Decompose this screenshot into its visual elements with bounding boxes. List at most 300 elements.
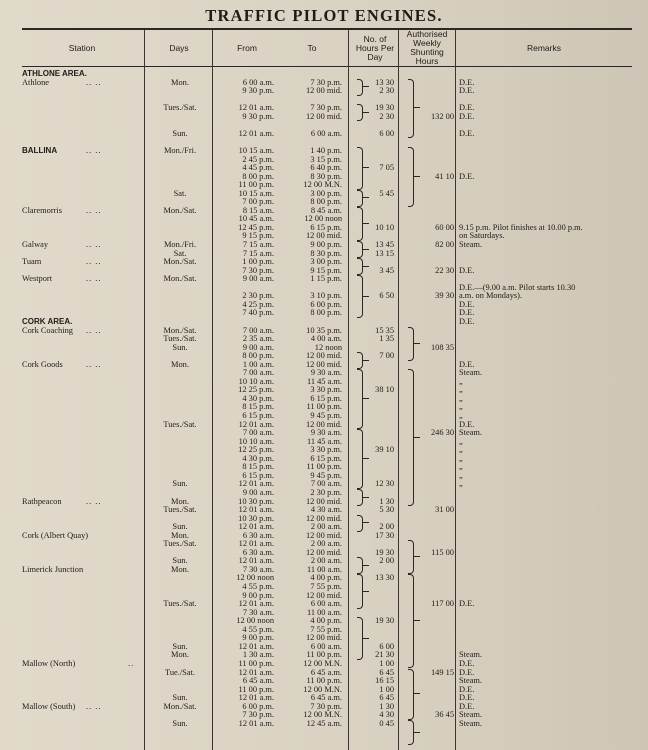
to-time: 6 45 a.m. (310, 693, 342, 703)
brace-tip (363, 591, 369, 592)
days-cell: Mon./Sat. (163, 701, 197, 711)
weekly-hours: 246 30 (430, 428, 454, 438)
weekly-hours: 82 00 (435, 240, 454, 249)
to-time: 12 00 M.N. (303, 180, 342, 190)
hours-per-day: 1 35 (379, 334, 394, 344)
hours-per-day: 19 30 (375, 547, 394, 557)
grouping-brace (357, 147, 363, 190)
to-time: 2 00 a.m. (310, 556, 342, 566)
to-time: 12 00 mid. (305, 359, 342, 369)
to-time: 3 15 p.m. (310, 154, 342, 164)
remarks-cell: D.E. (459, 667, 475, 677)
remarks-cell: „ (459, 479, 463, 489)
from-time: 2 30 p.m. (242, 291, 274, 301)
to-time: 3 00 p.m. (310, 257, 342, 267)
to-time: 12 00 noon (304, 214, 342, 224)
from-time: 12 01 a.m. (238, 128, 274, 138)
to-time: 7 55 p.m. (310, 624, 342, 634)
header-days: Days (169, 42, 189, 53)
grouping-brace (408, 540, 414, 574)
days-cell: Tues./Sat. (163, 505, 197, 515)
from-time: 2 45 p.m. (242, 154, 274, 164)
from-time: 9 00 a.m. (242, 274, 274, 284)
from-time: 8 00 p.m. (242, 171, 274, 181)
days-cell: Mon./Fri. (163, 145, 197, 155)
hours-per-day: 13 15 (375, 248, 394, 258)
from-time: 2 35 a.m. (242, 334, 274, 344)
hours-per-day: 15 35 (375, 325, 394, 335)
remarks-cell: 9.15 p.m. Pilot finishes at 10.00 p.m. (459, 222, 583, 232)
header-to: To (307, 42, 317, 53)
hours-per-day: 0 45 (379, 718, 394, 728)
to-time: 6 00 a.m. (310, 128, 342, 138)
hours-per-day: 21 30 (375, 650, 394, 660)
to-time: 4 30 a.m. (310, 505, 342, 515)
to-time: 8 30 p.m. (310, 248, 342, 258)
brace-tip (363, 112, 369, 113)
to-time: 7 55 p.m. (310, 582, 342, 591)
grouping-brace (408, 369, 414, 506)
hours-per-day: 2 00 (379, 556, 394, 566)
weekly-hours: 132 00 (430, 111, 454, 121)
from-time: 12 01 a.m. (238, 419, 274, 429)
to-time: 6 15 p.m. (310, 222, 342, 232)
days-cell: Mon./Sat. (163, 257, 197, 267)
from-time: 12 01 a.m. (238, 599, 274, 609)
hours-per-day: 6 00 (379, 641, 394, 651)
remarks-cell: Steam. (459, 650, 483, 660)
from-time: 8 15 p.m. (242, 462, 274, 472)
brace-tip (414, 693, 420, 694)
brace-tip (414, 620, 420, 621)
hours-per-day: 13 45 (375, 240, 394, 249)
to-time: 2 30 p.m. (310, 487, 342, 497)
remarks-cell: D.E. (459, 77, 475, 87)
days-cell: Mon. (171, 77, 189, 87)
table-row (0, 719, 648, 728)
header-station: Station (68, 42, 96, 53)
from-time: 11 00 p.m. (238, 684, 274, 694)
remarks-cell: Steam. (459, 240, 483, 249)
grouping-brace (357, 429, 363, 489)
to-time: 12 00 mid. (305, 633, 342, 643)
to-time: 6 40 p.m. (310, 163, 342, 173)
from-time: 1 00 a.m. (242, 359, 274, 369)
to-time: 8 00 p.m. (310, 308, 342, 318)
to-time: 7 00 a.m. (310, 479, 342, 489)
from-time: 7 30 a.m. (242, 607, 274, 617)
from-time: 7 15 a.m. (242, 248, 274, 258)
hours-per-day: 1 00 (379, 658, 394, 668)
grouping-brace (357, 207, 363, 241)
brace-tip (363, 522, 369, 523)
to-time: 11 00 p.m. (306, 650, 342, 660)
from-time: 7 30 p.m. (242, 265, 274, 275)
to-time: 1 40 p.m. (310, 145, 342, 155)
to-time: 6 00 a.m. (310, 641, 342, 651)
hours-per-day: 39 10 (375, 445, 394, 455)
to-time: 3 00 p.m. (310, 188, 342, 198)
days-cell: Mon./Sat. (163, 205, 197, 215)
to-time: 12 00 M.N. (303, 658, 342, 668)
to-time: 12 00 mid. (305, 111, 342, 121)
hours-per-day: 5 45 (379, 188, 394, 198)
hours-per-day: 17 30 (375, 530, 394, 540)
grouping-brace (357, 241, 363, 258)
from-time: 12 01 a.m. (238, 522, 274, 532)
from-time: 12 01 a.m. (238, 667, 274, 677)
from-time: 12 00 noon (236, 573, 274, 583)
from-time: 7 40 p.m. (242, 308, 274, 318)
from-time: 4 25 p.m. (242, 299, 274, 309)
from-time: 4 45 p.m. (242, 163, 274, 173)
from-time: 10 10 a.m. (238, 436, 274, 446)
to-time: 12 00 mid. (305, 351, 342, 361)
hours-per-day: 2 30 (379, 86, 394, 96)
hours-per-day: 4 30 (379, 710, 394, 720)
remarks-cell: D.E. (459, 701, 475, 711)
to-time: 12 00 mid. (305, 419, 342, 429)
remarks-cell: „ (459, 385, 463, 395)
days-cell: Sat. (173, 188, 187, 198)
from-time: 6 15 p.m. (242, 470, 274, 480)
to-time: 12 00 mid. (305, 86, 342, 96)
grouping-brace (357, 79, 363, 96)
remarks-cell: Steam. (459, 718, 483, 728)
days-cell: Sun. (172, 556, 188, 566)
leader-dots: .. .. (86, 240, 102, 249)
to-time: 12 45 a.m. (306, 718, 342, 728)
from-time: 12 01 a.m. (238, 505, 274, 515)
days-cell: Sun. (172, 342, 188, 352)
remarks-cell: on Saturdays. (459, 231, 505, 241)
brace-tip (363, 398, 369, 399)
remarks-cell: D.E. (459, 171, 475, 181)
weekly-hours: 108 35 (430, 342, 454, 352)
station-name: Cork (Albert Quay) (22, 530, 89, 540)
to-time: 6 15 p.m. (310, 393, 342, 403)
from-time: 7 00 a.m. (242, 325, 274, 335)
remarks-cell: a.m. on Mondays). (459, 291, 523, 301)
station-name: Cork Goods (22, 359, 63, 369)
from-time: 7 30 p.m. (242, 710, 274, 720)
days-cell: Sun. (172, 693, 188, 703)
from-time: 6 15 p.m. (242, 411, 274, 420)
station-name: Athlone (22, 77, 49, 87)
grouping-brace (408, 79, 414, 139)
hours-per-day: 7 05 (379, 163, 394, 173)
page-title: TRAFFIC PILOT ENGINES. (205, 6, 443, 25)
to-time: 6 00 p.m. (310, 299, 342, 309)
to-time: 9 30 a.m. (310, 428, 342, 438)
remarks-cell: Steam. (459, 710, 483, 720)
to-time: 11 00 p.m. (306, 402, 342, 412)
header-rule (22, 66, 632, 67)
to-time: 11 45 a.m. (306, 436, 342, 446)
from-time: 12 00 noon (236, 616, 274, 626)
to-time: 9 30 a.m. (310, 368, 342, 378)
hours-per-day: 38 10 (375, 385, 394, 395)
brace-tip (363, 360, 369, 361)
station-name: Tuam (22, 257, 42, 267)
to-time: 8 45 a.m. (310, 205, 342, 215)
days-cell: Sun. (172, 718, 188, 728)
days-cell: Sun. (172, 479, 188, 489)
to-time: 2 00 a.m. (310, 522, 342, 532)
leader-dots: .. .. (86, 205, 102, 215)
remarks-cell: D.E. (459, 693, 475, 703)
from-time: 12 01 a.m. (238, 103, 274, 113)
grouping-brace (408, 327, 414, 361)
remarks-cell: „ (459, 445, 463, 455)
remarks-cell: „ (459, 470, 463, 480)
from-time: 10 10 a.m. (238, 376, 274, 386)
from-time: 9 30 p.m. (242, 86, 274, 96)
to-time: 11 00 p.m. (306, 676, 342, 686)
days-cell: Tues./Sat. (163, 539, 197, 549)
to-time: 12 00 mid. (305, 513, 342, 523)
from-time: 6 00 a.m. (242, 77, 274, 87)
hours-per-day: 13 30 (375, 77, 394, 87)
leader-dots: .. .. (86, 496, 102, 506)
to-time: 1 15 p.m. (310, 274, 342, 284)
from-time: 11 00 p.m. (238, 658, 274, 668)
from-time: 7 00 p.m. (242, 197, 274, 207)
to-time: 3 30 p.m. (310, 445, 342, 455)
remarks-cell: D.E. (459, 316, 475, 326)
from-time: 6 00 p.m. (242, 701, 274, 711)
station-name: Galway (22, 240, 49, 249)
from-time: 10 15 a.m. (238, 188, 274, 198)
grouping-brace (357, 617, 363, 660)
station-name: Claremorris (22, 205, 63, 215)
to-time: 11 00 p.m. (306, 462, 342, 472)
brace-tip (414, 107, 420, 108)
from-time: 8 15 p.m. (242, 402, 274, 412)
remarks-cell: D.E. (459, 265, 475, 275)
leader-dots: .. .. (86, 274, 102, 284)
brace-tip (363, 197, 369, 198)
from-time: 7 00 a.m. (242, 368, 274, 378)
to-time: 7 30 p.m. (310, 103, 342, 113)
from-time: 4 55 p.m. (242, 582, 274, 591)
days-cell: Sun. (172, 641, 188, 651)
remarks-cell: D.E. (459, 86, 475, 96)
days-cell: Sun. (172, 128, 188, 138)
days-cell: Mon. (171, 359, 189, 369)
hours-per-day: 1 30 (379, 701, 394, 711)
header-weekly-hours: Authorised Weekly Shunting Hours (406, 29, 448, 66)
weekly-hours: 149 15 (430, 667, 454, 677)
brace-tip (363, 167, 369, 168)
remarks-cell: D.E. (459, 308, 475, 318)
from-time: 12 01 a.m. (238, 479, 274, 489)
to-time: 12 00 mid. (305, 496, 342, 506)
brace-tip (363, 296, 369, 297)
hours-per-day: 5 30 (379, 505, 394, 515)
days-cell: Tues./Sat. (163, 334, 197, 344)
remarks-cell: D.E. (459, 599, 475, 609)
to-time: 4 00 p.m. (310, 573, 342, 583)
from-time: 6 30 a.m. (242, 547, 274, 557)
grouping-brace (357, 275, 363, 318)
to-time: 11 00 a.m. (306, 564, 342, 574)
from-time: 10 30 p.m. (238, 513, 274, 523)
grouping-brace (357, 352, 363, 369)
brace-tip (363, 638, 369, 639)
remarks-cell: „ (459, 436, 463, 446)
station-name: Cork Coaching (22, 325, 73, 335)
from-time: 12 25 p.m. (238, 385, 274, 395)
from-time: 4 30 p.m. (242, 393, 274, 403)
from-time: 10 15 a.m. (238, 145, 274, 155)
from-time: 1 30 a.m. (242, 650, 274, 660)
brace-tip (414, 343, 420, 344)
remarks-cell: „ (459, 393, 463, 403)
days-cell: Mon./Fri. (163, 240, 197, 249)
days-cell: Sat. (173, 248, 187, 258)
remarks-cell: D.E. (459, 103, 475, 113)
station-name: ATHLONE AREA. (22, 69, 87, 78)
from-time: 8 15 a.m. (242, 205, 274, 215)
leader-dots: .. .. (86, 77, 102, 87)
brace-tip (363, 86, 369, 87)
grouping-brace (408, 669, 414, 720)
from-time: 12 01 a.m. (238, 539, 274, 549)
leader-dots: .. .. (86, 701, 102, 711)
remarks-cell: „ (459, 453, 463, 463)
station-name: Mallow (South) (22, 701, 76, 711)
to-time: 3 30 p.m. (310, 385, 342, 395)
remarks-cell: D.E. (459, 684, 475, 694)
hours-per-day: 6 45 (379, 693, 394, 703)
hours-per-day: 3 45 (379, 265, 394, 275)
to-time: 9 45 p.m. (310, 470, 342, 480)
to-time: 8 00 p.m. (310, 197, 342, 207)
remarks-cell: „ (459, 462, 463, 472)
remarks-cell: D.E.—(9.00 a.m. Pilot starts 10.30 (459, 282, 576, 292)
brace-tip (363, 565, 369, 566)
to-time: 9 15 p.m. (310, 265, 342, 275)
from-time: 12 25 p.m. (238, 445, 274, 455)
station-name: Westport (22, 274, 53, 284)
to-time: 12 00 mid. (305, 231, 342, 241)
weekly-hours: 115 00 (431, 547, 454, 557)
remarks-cell: D.E. (459, 299, 475, 309)
weekly-hours: 22 30 (435, 265, 454, 275)
from-time: 11 00 p.m. (238, 180, 274, 190)
from-time: 9 30 p.m. (242, 111, 274, 121)
leader-dots: .. .. (86, 257, 102, 267)
station-name: Mallow (North) (22, 658, 76, 668)
remarks-cell: „ (459, 411, 463, 420)
from-time: 7 30 a.m. (242, 564, 274, 574)
station-name: Rathpeacon (22, 496, 62, 506)
to-time: 9 45 p.m. (310, 411, 342, 420)
to-time: 12 00 mid. (305, 530, 342, 540)
days-cell: Tue./Sat. (165, 667, 195, 677)
remarks-cell: Steam. (459, 676, 483, 686)
days-cell: Mon. (171, 530, 189, 540)
brace-tip (414, 556, 420, 557)
hours-per-day: 6 00 (379, 128, 394, 138)
to-time: 3 10 p.m. (310, 291, 342, 301)
remarks-cell: „ (459, 402, 463, 412)
grouping-brace (357, 258, 363, 275)
brace-tip (414, 437, 420, 438)
from-time: 12 01 a.m. (238, 556, 274, 566)
hours-per-day: 1 30 (379, 496, 394, 506)
remarks-cell: Steam. (459, 428, 483, 438)
hours-per-day: 13 30 (375, 573, 394, 583)
remarks-cell: Steam. (459, 368, 483, 378)
hours-per-day: 6 45 (379, 667, 394, 677)
header-hours-per-day: No. of Hours Per Day (355, 33, 395, 62)
from-time: 8 00 p.m. (242, 351, 274, 361)
grouping-brace (357, 515, 363, 532)
days-cell: Mon./Sat. (163, 325, 197, 335)
hours-per-day: 12 30 (375, 479, 394, 489)
brace-tip (363, 223, 369, 224)
from-time: 7 15 a.m. (242, 240, 274, 249)
to-time: 7 30 p.m. (310, 77, 342, 87)
brace-tip (414, 732, 420, 733)
to-time: 6 00 a.m. (310, 599, 342, 609)
from-time: 4 55 p.m. (242, 624, 274, 634)
to-time: 6 15 p.m. (310, 453, 342, 463)
hours-per-day: 7 00 (379, 351, 394, 361)
from-time: 10 45 a.m. (238, 214, 274, 224)
from-time: 9 00 p.m. (242, 633, 274, 643)
to-time: 6 45 a.m. (310, 667, 342, 677)
from-time: 9 00 p.m. (242, 590, 274, 600)
days-cell: Mon. (171, 496, 189, 506)
to-time: 7 30 p.m. (310, 701, 342, 711)
hours-per-day: 19 30 (375, 103, 394, 113)
to-time: 4 00 a.m. (310, 334, 342, 344)
header-from: From (237, 42, 257, 53)
hours-per-day: 6 50 (379, 291, 394, 301)
days-cell: Mon. (171, 564, 189, 574)
hours-per-day: 2 30 (379, 111, 394, 121)
hours-per-day: 2 00 (379, 522, 394, 532)
to-time: 4 00 p.m. (310, 616, 342, 626)
brace-tip (363, 266, 369, 267)
from-time: 9 00 a.m. (242, 487, 274, 497)
brace-tip (363, 497, 369, 498)
from-time: 12 45 p.m. (238, 222, 274, 232)
brace-tip (363, 249, 369, 250)
from-time: 7 00 a.m. (242, 428, 274, 438)
from-time: 1 00 p.m. (242, 257, 274, 267)
grouping-brace (357, 557, 363, 574)
leader-dots: .. (128, 658, 135, 668)
to-time: 8 30 p.m. (310, 171, 342, 181)
from-time: 6 45 a.m. (242, 676, 274, 686)
remarks-cell: D.E. (459, 128, 475, 138)
brace-tip (363, 458, 369, 459)
from-time: 12 01 a.m. (238, 718, 274, 728)
to-time: 12 00 mid. (305, 590, 342, 600)
from-time: 4 30 p.m. (242, 453, 274, 463)
weekly-hours: 31 00 (435, 505, 454, 515)
to-time: 11 45 a.m. (306, 376, 342, 386)
weekly-hours: 39 30 (435, 291, 454, 301)
to-time: 12 noon (314, 342, 342, 352)
days-cell: Sun. (172, 522, 188, 532)
days-cell: Tues./Sat. (163, 419, 197, 429)
from-time: 10 30 p.m. (238, 496, 274, 506)
